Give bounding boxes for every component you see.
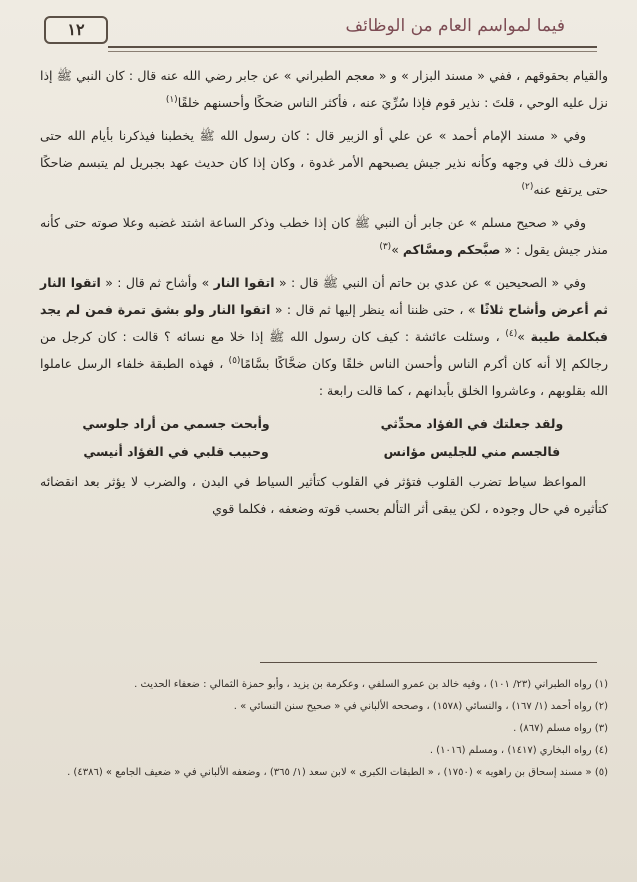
poem bbox=[40, 410, 608, 466]
main-text bbox=[40, 62, 608, 528]
quote-bold: اتقوا النار ثم أعرض وأشاح ثلاثًا bbox=[40, 275, 608, 317]
poem-hemistich-right: ولقد جعلتك في الفؤاد محدِّثي bbox=[380, 416, 564, 431]
footnote-2: (٢) رواه أحمد (١/ ١٦٧) ، والنسائي (١٥٧٨) ، وصححه الألباني في « صحيح سنن النسائي » . bbox=[233, 701, 608, 712]
footnote-separator bbox=[260, 662, 597, 663]
header-rule-thin bbox=[108, 51, 597, 52]
footnote-ref-1: (١) bbox=[165, 94, 178, 105]
poem-line bbox=[40, 438, 608, 466]
footnote-3: (٣) رواه مسلم (٨٦٧) . bbox=[513, 723, 608, 734]
header-rule bbox=[108, 46, 597, 48]
paragraph-5: المواعظ سياط تضرب القلوب فتؤثر في القلوب كتأثير السياط في البدن ، والضرب لا يؤثر بعد انقضائه كتأثيره في حال وجوده ، لكن يبقى أثر التألم بحسب قوته وضعفه ، فكلما قوي bbox=[40, 474, 608, 516]
footnotes bbox=[40, 674, 608, 784]
page-number: ١٢ bbox=[44, 16, 108, 44]
quote-bold: اتقوا النار bbox=[213, 275, 275, 290]
poem-hemistich-left: وحبيب قلبي في الفؤاد أنيسي bbox=[83, 444, 269, 459]
quote-bold: صبَّحكم ومسَّاكم bbox=[402, 242, 501, 257]
paragraph-1: والقيام بحقوقهم ، ففي « مسند البزار » و « معجم الطبراني » عن جابر رضي الله عنه قال : كان النبي ﷺ إذا نزل عليه الوحي ، قلتَ : نذير قوم فإذا سُرِّيَ عنه ، فأكثر الناس ضحكًا وأحسنهم خلقًا$^{(١)}$ bbox=[40, 68, 608, 110]
page-header bbox=[0, 10, 637, 50]
quote-bold: اتقوا النار ولو بشق تمرة فمن لم يجد فبكلمة طيبة bbox=[40, 302, 608, 344]
footnote-ref-2: (٢) bbox=[521, 181, 534, 192]
running-title: فيما لمواسم العام من الوظائف bbox=[345, 16, 565, 36]
paragraph-4: وفي « الصحيحين » عن عدي بن حاتم أن النبي ﷺ قال : « اتقوا النار » وأشاح ثم قال : « اتقوا النار ثم أعرض وأشاح ثلاثًا » ، حتى ظننا أنه ينظر إليها ثم قال : « اتقوا النار ولو بشق تمرة فمن لم يجد فبكلمة طيبة »$^{(٤)}$ ، وسئلت عائشة : كيف كان رسول الله ﷺ إذا خلا مع نسائه ؟ قالت : كان كرجل من رجالكم إلا أنه كان أكرم الناس وأحسن الناس خلقًا وكان ضحَّاكًا بسَّامًا$^{(٥)}$ ، فهذه الطبقة خلفاء الرسل عاملوا الله بقلوبهم ، وعاشروا الخلق بأبدانهم ، كما قالت رابعة : bbox=[40, 275, 608, 398]
poem-hemistich-left: وأبحت جسمي من أراد جلوسي bbox=[82, 416, 270, 431]
footnote-ref-4: (٤) bbox=[505, 328, 518, 339]
footnote-1: (١) رواه الطبراني (٢٣/ ١٠١) ، وفيه خالد بن عمرو السلفي ، وعكرمة بن يزيد ، وأبو حمزة الثمالي : ضعفاء الحديث . bbox=[134, 679, 608, 690]
footnote-ref-3: (٣) bbox=[379, 241, 392, 252]
paragraph-2: وفي « مسند الإمام أحمد » عن علي أو الزبير قال : كان رسول الله ﷺ يخطبنا فيذكرنا بأيام الله حتى نعرف ذلك في وجهه وكأنه نذير جيش يصبحهم الأمر غدوة ، وكان إذا كان حديث عهد بجبريل لم يتبسم ضاحكًا حتى يرتفع عنه$^{(٢)}$ bbox=[40, 128, 608, 197]
footnote-5: (٥) « مسند إسحاق بن راهويه » (١٧٥٠) ، « الطبقات الكبرى » لابن سعد (١/ ٣٦٥) ، وضعفه الألباني في « ضعيف الجامع » (٤٣٨٦) . bbox=[67, 767, 608, 778]
paragraph-3: وفي « صحيح مسلم » عن جابر أن النبي ﷺ كان إذا خطب وذكر الساعة اشتد غضبه وعلا صوته حتى كأنه منذر جيش يقول : « صبَّحكم ومسَّاكم »$^{(٣)}$ bbox=[40, 215, 608, 257]
poem-line bbox=[40, 410, 608, 438]
footnote-4: (٤) رواه البخاري (١٤١٧) ، ومسلم (١٠١٦) . bbox=[429, 745, 608, 756]
poem-hemistich-right: فالجسم مني للجليس مؤانس bbox=[383, 444, 561, 459]
footnote-ref-5: (٥) bbox=[228, 355, 241, 366]
